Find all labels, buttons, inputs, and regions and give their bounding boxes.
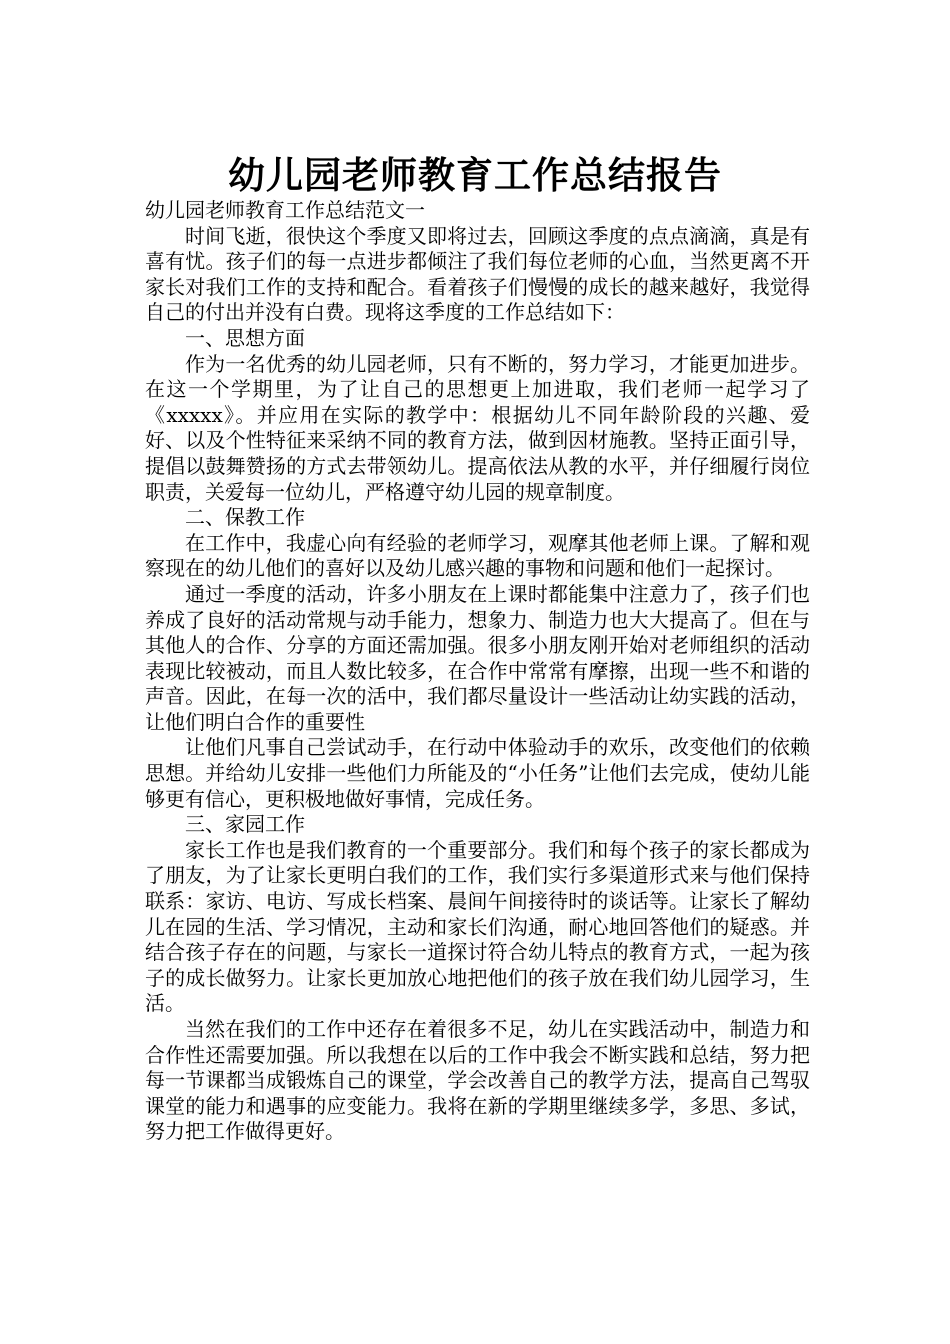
paragraph-care-education-3: 让他们凡事自己尝试动手，在行动中体验动手的欢乐，改变他们的依赖思想。并给幼儿安排一些他们力所能及的“小任务”让他们去完成，使幼儿能够更有信心，更积极地做好事情，完成任务。 [145, 735, 810, 811]
paragraph-thought: 作为一名优秀的幼儿园老师，只有不断的，努力学习，才能更加进步。在这一个学期里，为了让自己的思想更上加进取，我们老师一起学习了《xxxxx》。并应用在实际的教学中：根据幼儿不同年龄阶段的兴趣、爱好、以及个性特征来采纳不同的教育方法，做到因材施教。坚持正面引导，提倡以鼓舞赞扬的方式去带领幼儿。提高依法从教的水平，并仔细履行岗位职责，关爱每一位幼儿，严格遵守幼儿园的规章制度。 [145, 351, 810, 504]
paragraph-conclusion: 当然在我们的工作中还存在着很多不足，幼儿在实践活动中，制造力和合作性还需要加强。所以我想在以后的工作中我会不断实践和总结，努力把每一节课都当成锻炼自己的课堂，学会改善自己的教学方法，提高自己驾驭课堂的能力和遇事的应变能力。我将在新的学期里继续多学，多思、多试，努力把工作做得更好。 [145, 1017, 810, 1144]
section-heading-care-education: 二、保教工作 [185, 505, 305, 530]
paragraph-care-education-1: 在工作中，我虚心向有经验的老师学习，观摩其他老师上课。了解和观察现在的幼儿他们的喜好以及幼儿感兴趣的事物和问题和他们一起探讨。 [145, 530, 810, 581]
paragraph-care-education-2: 通过一季度的活动，许多小朋友在上课时都能集中注意力了，孩子们也养成了良好的活动常规与动手能力，想象力、制造力也大大提高了。但在与其他人的合作、分享的方面还需加强。很多小朋友刚开始对老师组织的活动表现比较被动，而且人数比较多，在合作中常常有摩擦，出现一些不和谐的声音。因此，在每一次的活中，我们都尽量设计一些活动让幼实践的活动，让他们明白合作的重要性 [145, 581, 810, 734]
section-heading-home-school: 三、家园工作 [185, 812, 305, 837]
paragraph-home-school: 家长工作也是我们教育的一个重要部分。我们和每个孩子的家长都成为了朋友，为了让家长更明白我们的工作，我们实行多渠道形式来与他们保持联系：家访、电访、写成长档案、晨间午间接待时的谈话等。让家长了解幼儿在园的生活、学习情况，主动和家长们沟通，耐心地回答他们的疑惑。并结合孩子存在的问题，与家长一道探讨符合幼儿特点的教育方式，一起为孩子的成长做努力。让家长更加放心地把他们的孩子放在我们幼儿园学习，生活。 [145, 837, 810, 1016]
document-title: 幼儿园老师教育工作总结报告 [228, 153, 722, 197]
document-body [145, 198, 810, 1145]
paragraph-intro: 时间飞逝，很快这个季度又即将过去，回顾这季度的点点滴滴，真是有喜有忧。孩子们的每一点进步都倾注了我们每位老师的心血，当然更离不开家长对我们工作的支持和配合。看着孩子们慢慢的成长的越来越好，我觉得自己的付出并没有白费。现将这季度的工作总结如下： [145, 223, 810, 325]
document-subtitle: 幼儿园老师教育工作总结范文一 [145, 198, 425, 222]
section-heading-thought: 一、思想方面 [185, 325, 305, 350]
